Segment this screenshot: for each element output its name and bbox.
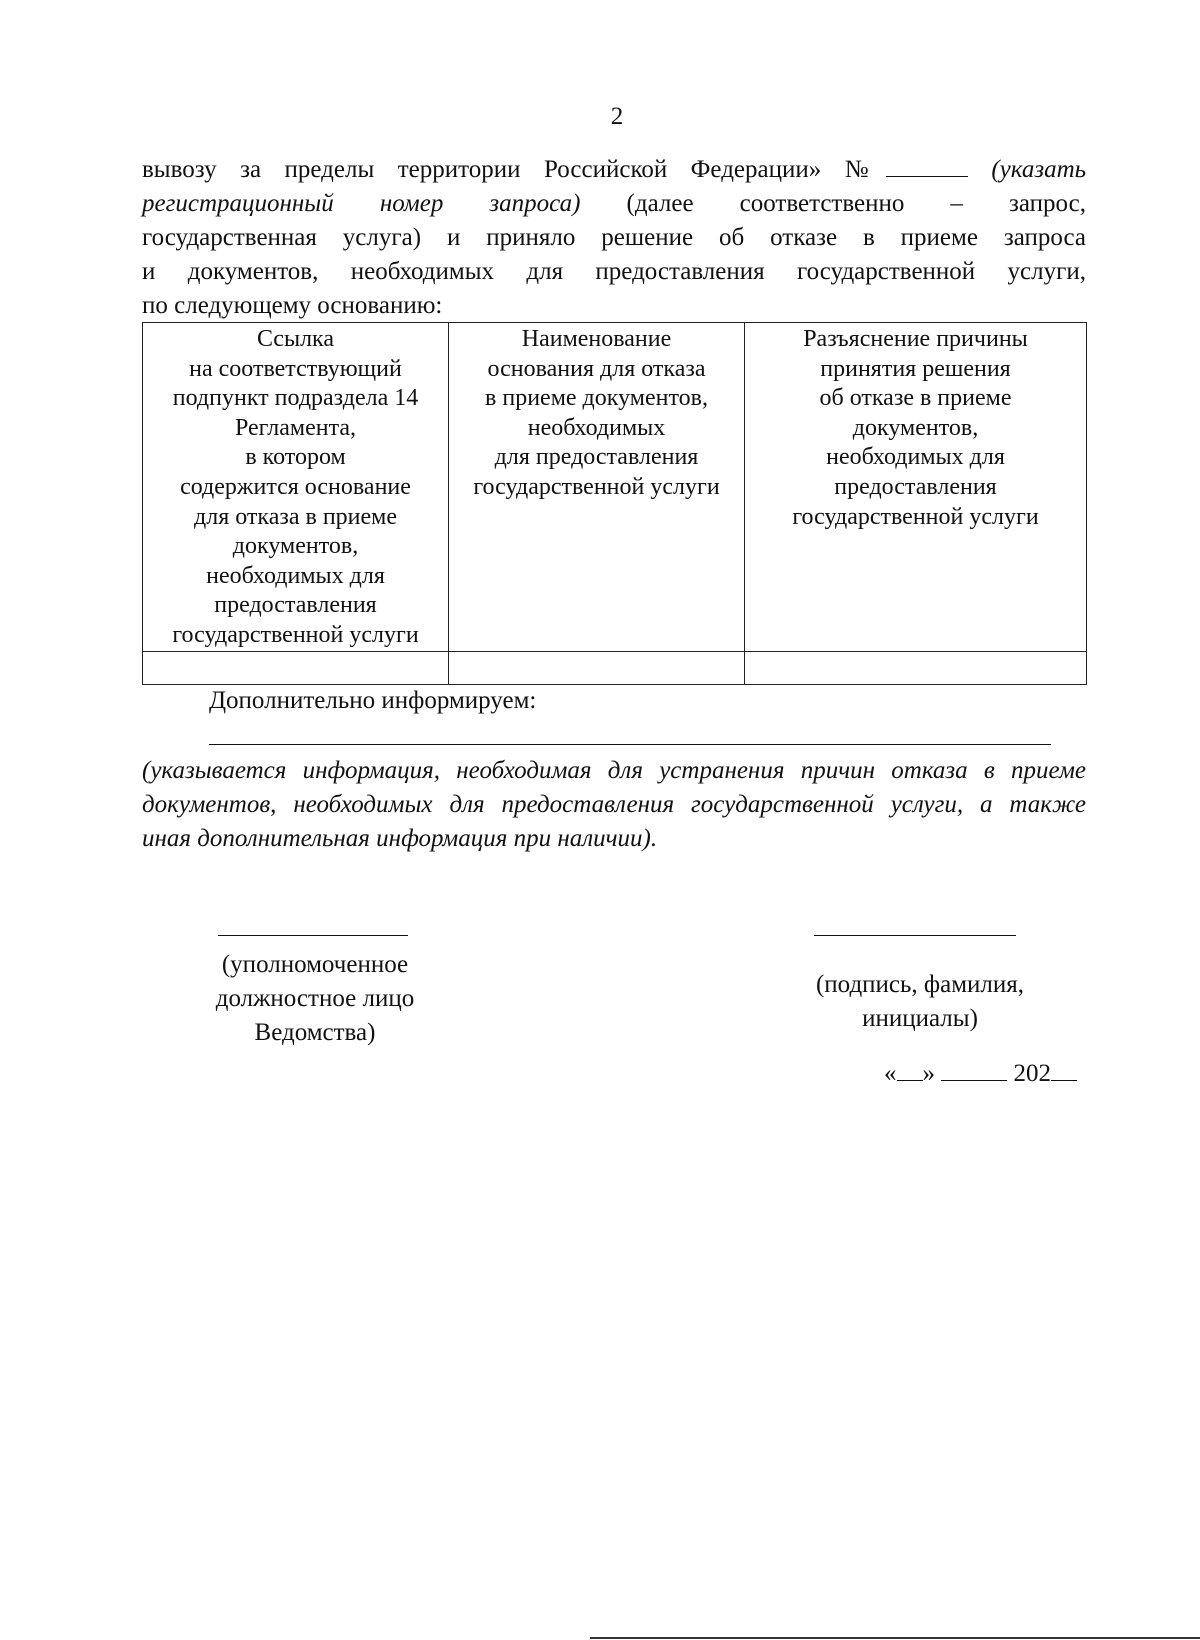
caption-line: (уполномоченное — [221, 951, 409, 978]
cell-line: для предоставления — [494, 444, 699, 471]
note-line-1: (указывается информация, необходимая для устранения причин отказа в приеме — [142, 757, 1086, 784]
date-close-quote: » — [922, 1060, 935, 1087]
cell-line: предоставления — [214, 592, 377, 619]
header-cell-reference — [143, 323, 449, 652]
intro-line-4: и документов, необходимых для предоставления государственной услуги, — [142, 258, 1086, 285]
cell-line: государственной услуги — [473, 473, 720, 500]
cell-line: Ссылка — [256, 326, 334, 352]
date-field — [884, 1058, 1077, 1089]
header-cell-explanation — [745, 323, 1087, 652]
signature-caption — [770, 968, 1070, 1036]
date-open-quote: « — [884, 1060, 897, 1087]
table-cell-empty — [143, 651, 449, 684]
intro-line-3: государственная услуга) и приняло решение об отказе в приеме запроса — [142, 224, 1086, 251]
cell-line: основания для отказа — [487, 355, 706, 382]
cell-line: необходимых для — [206, 562, 385, 589]
date-month-blank — [941, 1058, 1007, 1081]
table-header-row — [143, 323, 1087, 652]
intro-line-1-text: вывозу за пределы территории Российской Федерации» № — [142, 156, 886, 183]
table-cell-empty — [449, 651, 745, 684]
intro-line-2 — [142, 187, 1086, 221]
authorized-official-caption — [170, 948, 460, 1050]
date-year-blank — [1051, 1058, 1077, 1081]
table-cell-empty — [745, 651, 1087, 684]
intro-line-2-text: (далее соответственно – запрос, — [626, 190, 1087, 217]
cell-line: содержится основание — [180, 473, 411, 500]
note-line-3: иная дополнительная информация при наличии). — [142, 825, 658, 852]
signature-name-line — [814, 935, 1016, 936]
request-number-blank — [886, 154, 968, 177]
cell-line: документов, — [232, 533, 359, 560]
intro-line-5: по следующему основанию: — [142, 292, 443, 319]
cell-line: принятия решения — [820, 355, 1011, 382]
table-row — [143, 651, 1087, 684]
caption-line: должностное лицо — [215, 985, 415, 1012]
cell-line: предоставления — [834, 473, 997, 500]
intro-line-1-italic: (указать — [991, 156, 1087, 183]
cell-line: Разъяснение причины — [803, 326, 1028, 352]
cell-line: Наименование — [521, 326, 672, 352]
refusal-grounds-table — [142, 322, 1087, 685]
cell-line: в котором — [245, 444, 346, 471]
additional-info-note — [142, 754, 1086, 856]
official-signature-line — [218, 935, 408, 936]
caption-line: (подпись, фамилия, — [815, 971, 1025, 998]
cell-line: об отказе в приеме — [819, 385, 1012, 412]
date-day-blank — [897, 1058, 923, 1081]
intro-line-2-italic: регистрационный номер запроса) — [142, 190, 581, 217]
caption-line: инициалы) — [862, 1005, 978, 1032]
cell-line: для отказа в приеме — [194, 503, 397, 530]
cell-line: документов, — [852, 414, 979, 441]
intro-paragraph — [142, 153, 1086, 323]
cell-line: на соответствующий — [189, 355, 402, 382]
cell-line: необходимых для — [826, 444, 1005, 471]
cell-line: в приеме документов, — [485, 385, 708, 412]
note-line-2: документов, необходимых для предоставления государственной услуги, а также — [142, 791, 1086, 818]
cell-line: Регламента, — [234, 414, 357, 441]
cell-line: необходимых — [527, 414, 666, 441]
page-number: 2 — [610, 103, 624, 130]
additional-info-label: Дополнительно информируем: — [209, 687, 537, 714]
cell-line: подпункт подраздела 14 — [172, 385, 419, 412]
page-bottom-rule — [590, 1637, 1200, 1639]
header-cell-ground-name — [449, 323, 745, 652]
intro-line-1 — [142, 153, 1086, 187]
caption-line: Ведомства) — [254, 1019, 376, 1046]
date-year-prefix: 202 — [1013, 1060, 1051, 1087]
cell-line: государственной услуги — [172, 621, 419, 648]
cell-line: государственной услуги — [792, 503, 1039, 530]
additional-info-blank-line — [209, 744, 1051, 745]
